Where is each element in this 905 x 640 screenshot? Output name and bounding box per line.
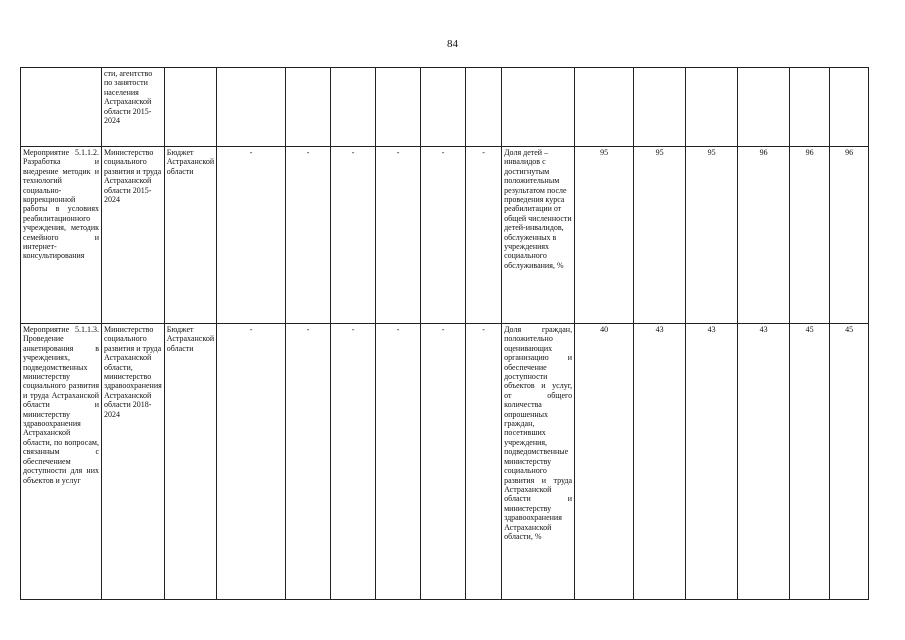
page-number: 84 [447,38,458,50]
activity-cell: Мероприятие 5.1.1.3. Проведение анкетирования в учреждениях, подведомственных министерству социального развития и труда Астраханской области и министерству здравоохранения Астраханской области, по вопросам, связанным с обеспечением доступности для них объектов и услуг [21,324,102,600]
table-row [21,68,869,147]
target-value-cell: 95 [575,147,634,324]
amount-cell: - [466,147,502,324]
target-value-cell: 96 [790,147,830,324]
amount-cell [421,68,466,147]
amount-cell: - [331,147,376,324]
executor-cell: сти, агентство по занятости населения Астраханской области 2015-2024 [102,68,165,147]
amount-cell: - [331,324,376,600]
target-value-cell: 43 [738,324,790,600]
amount-cell: - [286,147,331,324]
amount-cell [376,68,421,147]
amount-cell [217,68,286,147]
amount-cell: - [376,147,421,324]
target-value-cell: 43 [686,324,738,600]
target-value-cell [790,68,830,147]
amount-cell: - [421,147,466,324]
target-value-cell: 96 [830,147,869,324]
indicator-cell [502,68,575,147]
amount-cell [331,68,376,147]
program-activities-table [20,67,869,600]
executor-cell: Министерство социального развития и труда Астраханской области 2015-2024 [102,147,165,324]
target-value-cell: 95 [686,147,738,324]
target-value-cell [686,68,738,147]
activity-cell [21,68,102,147]
indicator-cell: Доля граждан, положительно оценивающих организацию и обеспечение доступности объектов и услуг, от общего количества опрошенных граждан, посетивших учреждения, подведомственные министерству социального развития и труда Астраханской области и министерству здравоохранения Астраханской области, % [502,324,575,600]
amount-cell: - [421,324,466,600]
executor-cell: Министерство социального развития и труда Астраханской области, министерство здравоохранения Астраханской области 2018-2024 [102,324,165,600]
indicator-cell: Доля детей – инвалидов с достигнутым положительным результатом после проведения курса реабилитации от общей численности детей-инвалидов, обслуженных в учреждениях социального обслуживания, % [502,147,575,324]
target-value-cell: 40 [575,324,634,600]
amount-cell: - [286,324,331,600]
target-value-cell: 95 [634,147,686,324]
target-value-cell [634,68,686,147]
source-cell: Бюджет Астраханской области [164,324,216,600]
amount-cell: - [466,324,502,600]
activity-cell: Мероприятие 5.1.1.2. Разработка и внедрение методик и технологий социально-коррекционной работы в условиях реабилитационного учреждения, методик семейного и интернет-консультирования [21,147,102,324]
source-cell: Бюджет Астраханской области [164,147,216,324]
amount-cell: - [217,324,286,600]
target-value-cell [575,68,634,147]
table-row [21,324,869,600]
amount-cell [286,68,331,147]
target-value-cell: 45 [830,324,869,600]
table-row [21,147,869,324]
amount-cell [466,68,502,147]
source-cell [164,68,216,147]
amount-cell: - [376,324,421,600]
target-value-cell: 45 [790,324,830,600]
target-value-cell [738,68,790,147]
target-value-cell: 96 [738,147,790,324]
target-value-cell [830,68,869,147]
target-value-cell: 43 [634,324,686,600]
amount-cell: - [217,147,286,324]
